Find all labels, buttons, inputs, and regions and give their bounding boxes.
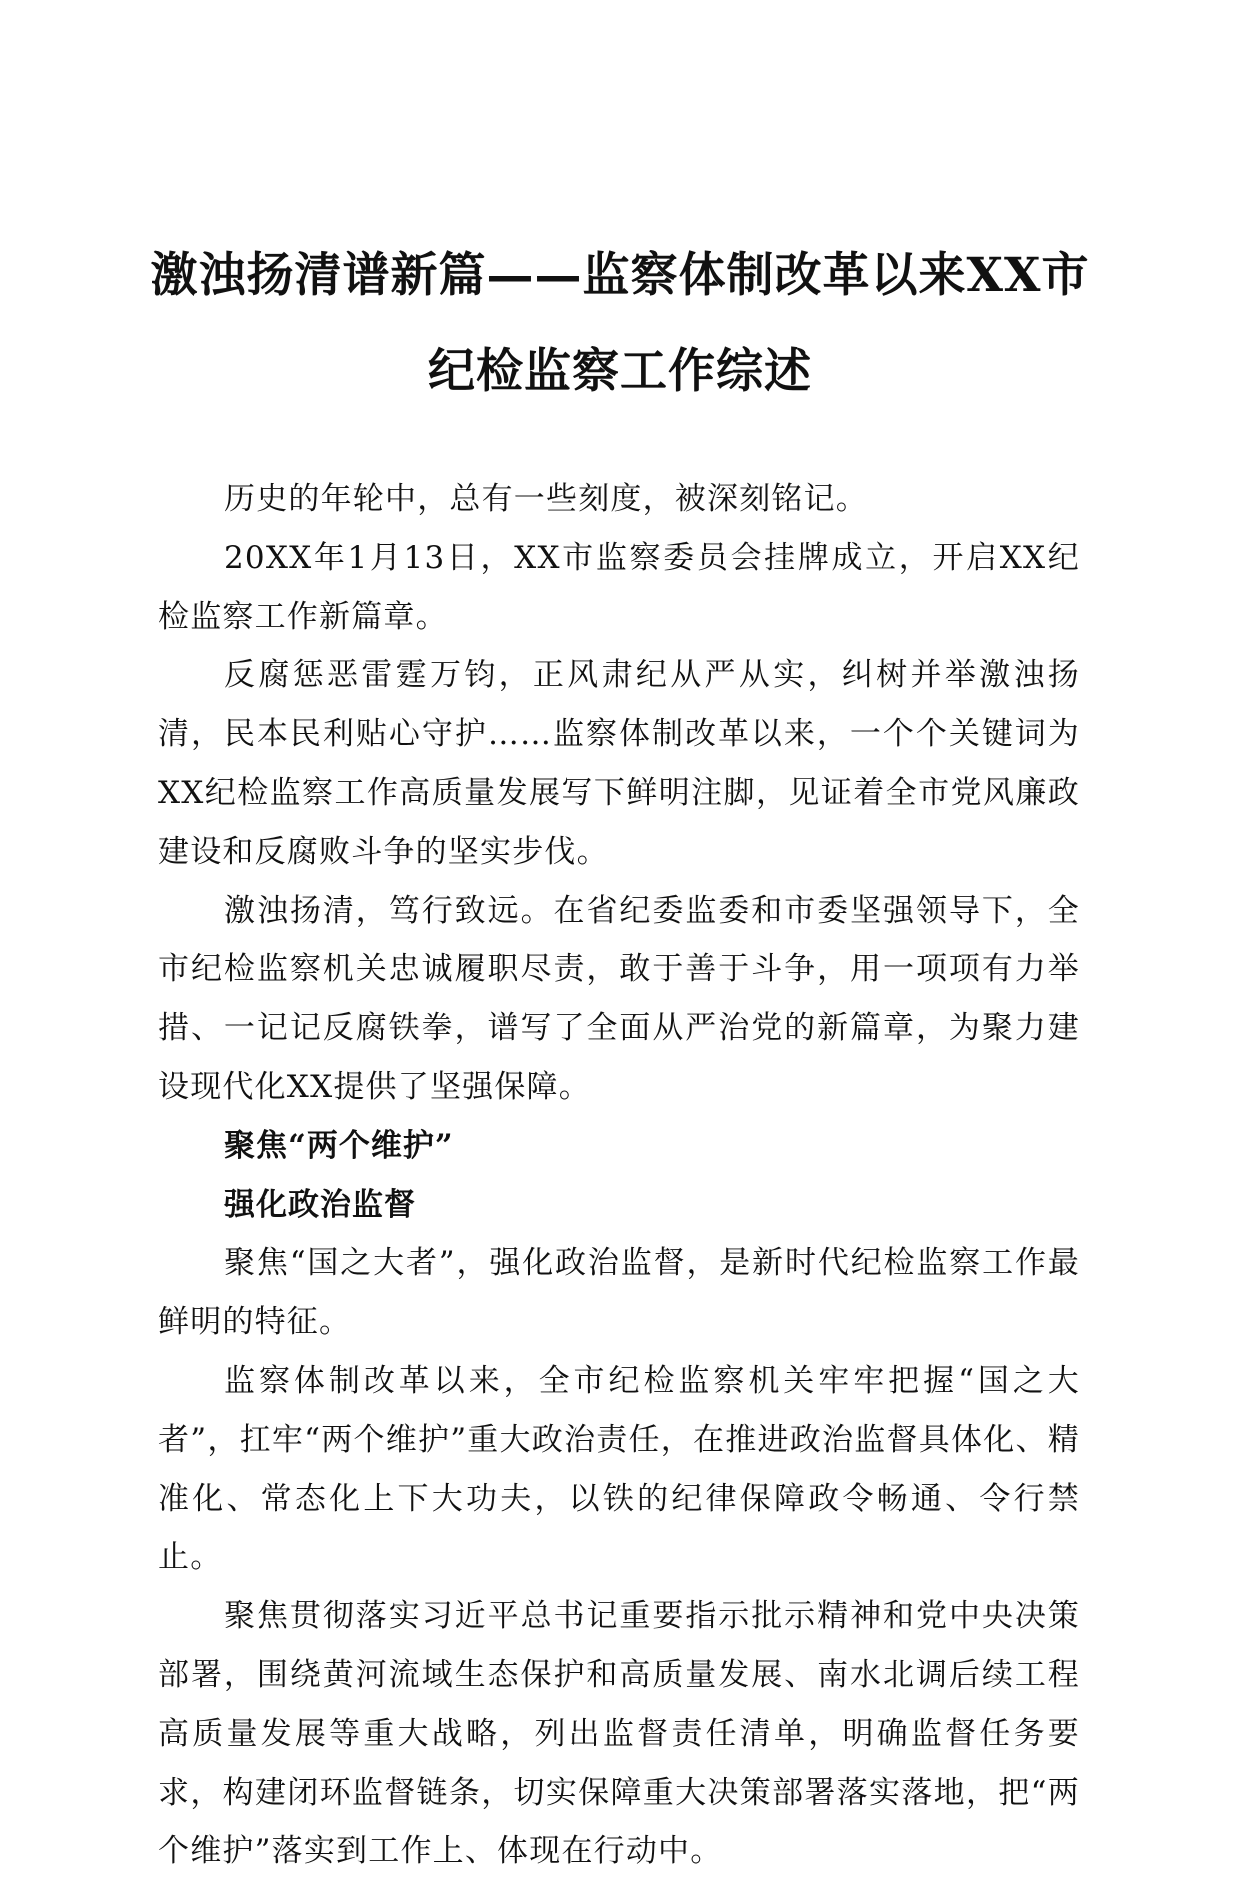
section-paragraph-2: 监察体制改革以来，全市纪检监察机关牢牢把握“国之大者”，扛牢“两个维护”重大政治责任，在推进政治监督具体化、精准化、常态化上下大功夫，以铁的纪律保障政令畅通、令行禁止。: [158, 1362, 1080, 1576]
title-line-2: 纪检监察工作综述: [428, 344, 812, 399]
document-body: [158, 470, 1080, 1881]
section-paragraph-1: 聚焦“国之大者”，强化政治监督，是新时代纪检监察工作最鲜明的特征。: [158, 1245, 1080, 1341]
paragraph-3: 反腐惩恶雷霆万钧，正风肃纪从严从实，纠树并举激浊扬清，民本民利贴心守护……监察体制改革以来，一个个关键词为XX纪检监察工作高质量发展写下鲜明注脚，见证着全市党风廉政建设和反腐败斗争的坚实步伐。: [158, 657, 1080, 870]
paragraph-2: 20XX年1月13日，XX市监察委员会挂牌成立，开启XX纪检监察工作新篇章。: [158, 539, 1080, 635]
document-title: [150, 228, 1090, 420]
section-heading-line-2: 强化政治监督: [224, 1186, 416, 1223]
paragraph-1: 历史的年轮中，总有一些刻度，被深刻铭记。: [224, 481, 868, 517]
title-line-1: 激浊扬清谱新篇——监察体制改革以来XX市: [150, 248, 1090, 303]
paragraph-4: 激浊扬清，笃行致远。在省纪委监委和市委坚强领导下，全市纪检监察机关忠诚履职尽责，敢于善于斗争，用一项项有力举措、一记记反腐铁拳，谱写了全面从严治党的新篇章，为聚力建设现代化XX提供了坚强保障。: [158, 892, 1080, 1105]
section-paragraph-3: 聚焦贯彻落实习近平总书记重要指示批示精神和党中央决策部署，围绕黄河流域生态保护和高质量发展、南水北调后续工程高质量发展等重大战略，列出监督责任清单，明确监督任务要求，构建闭环监督链条，切实保障重大决策部署落实落地，把“两个维护”落实到工作上、体现在行动中。: [158, 1598, 1080, 1870]
section-heading-line-1: 聚焦“两个维护”: [224, 1127, 454, 1164]
